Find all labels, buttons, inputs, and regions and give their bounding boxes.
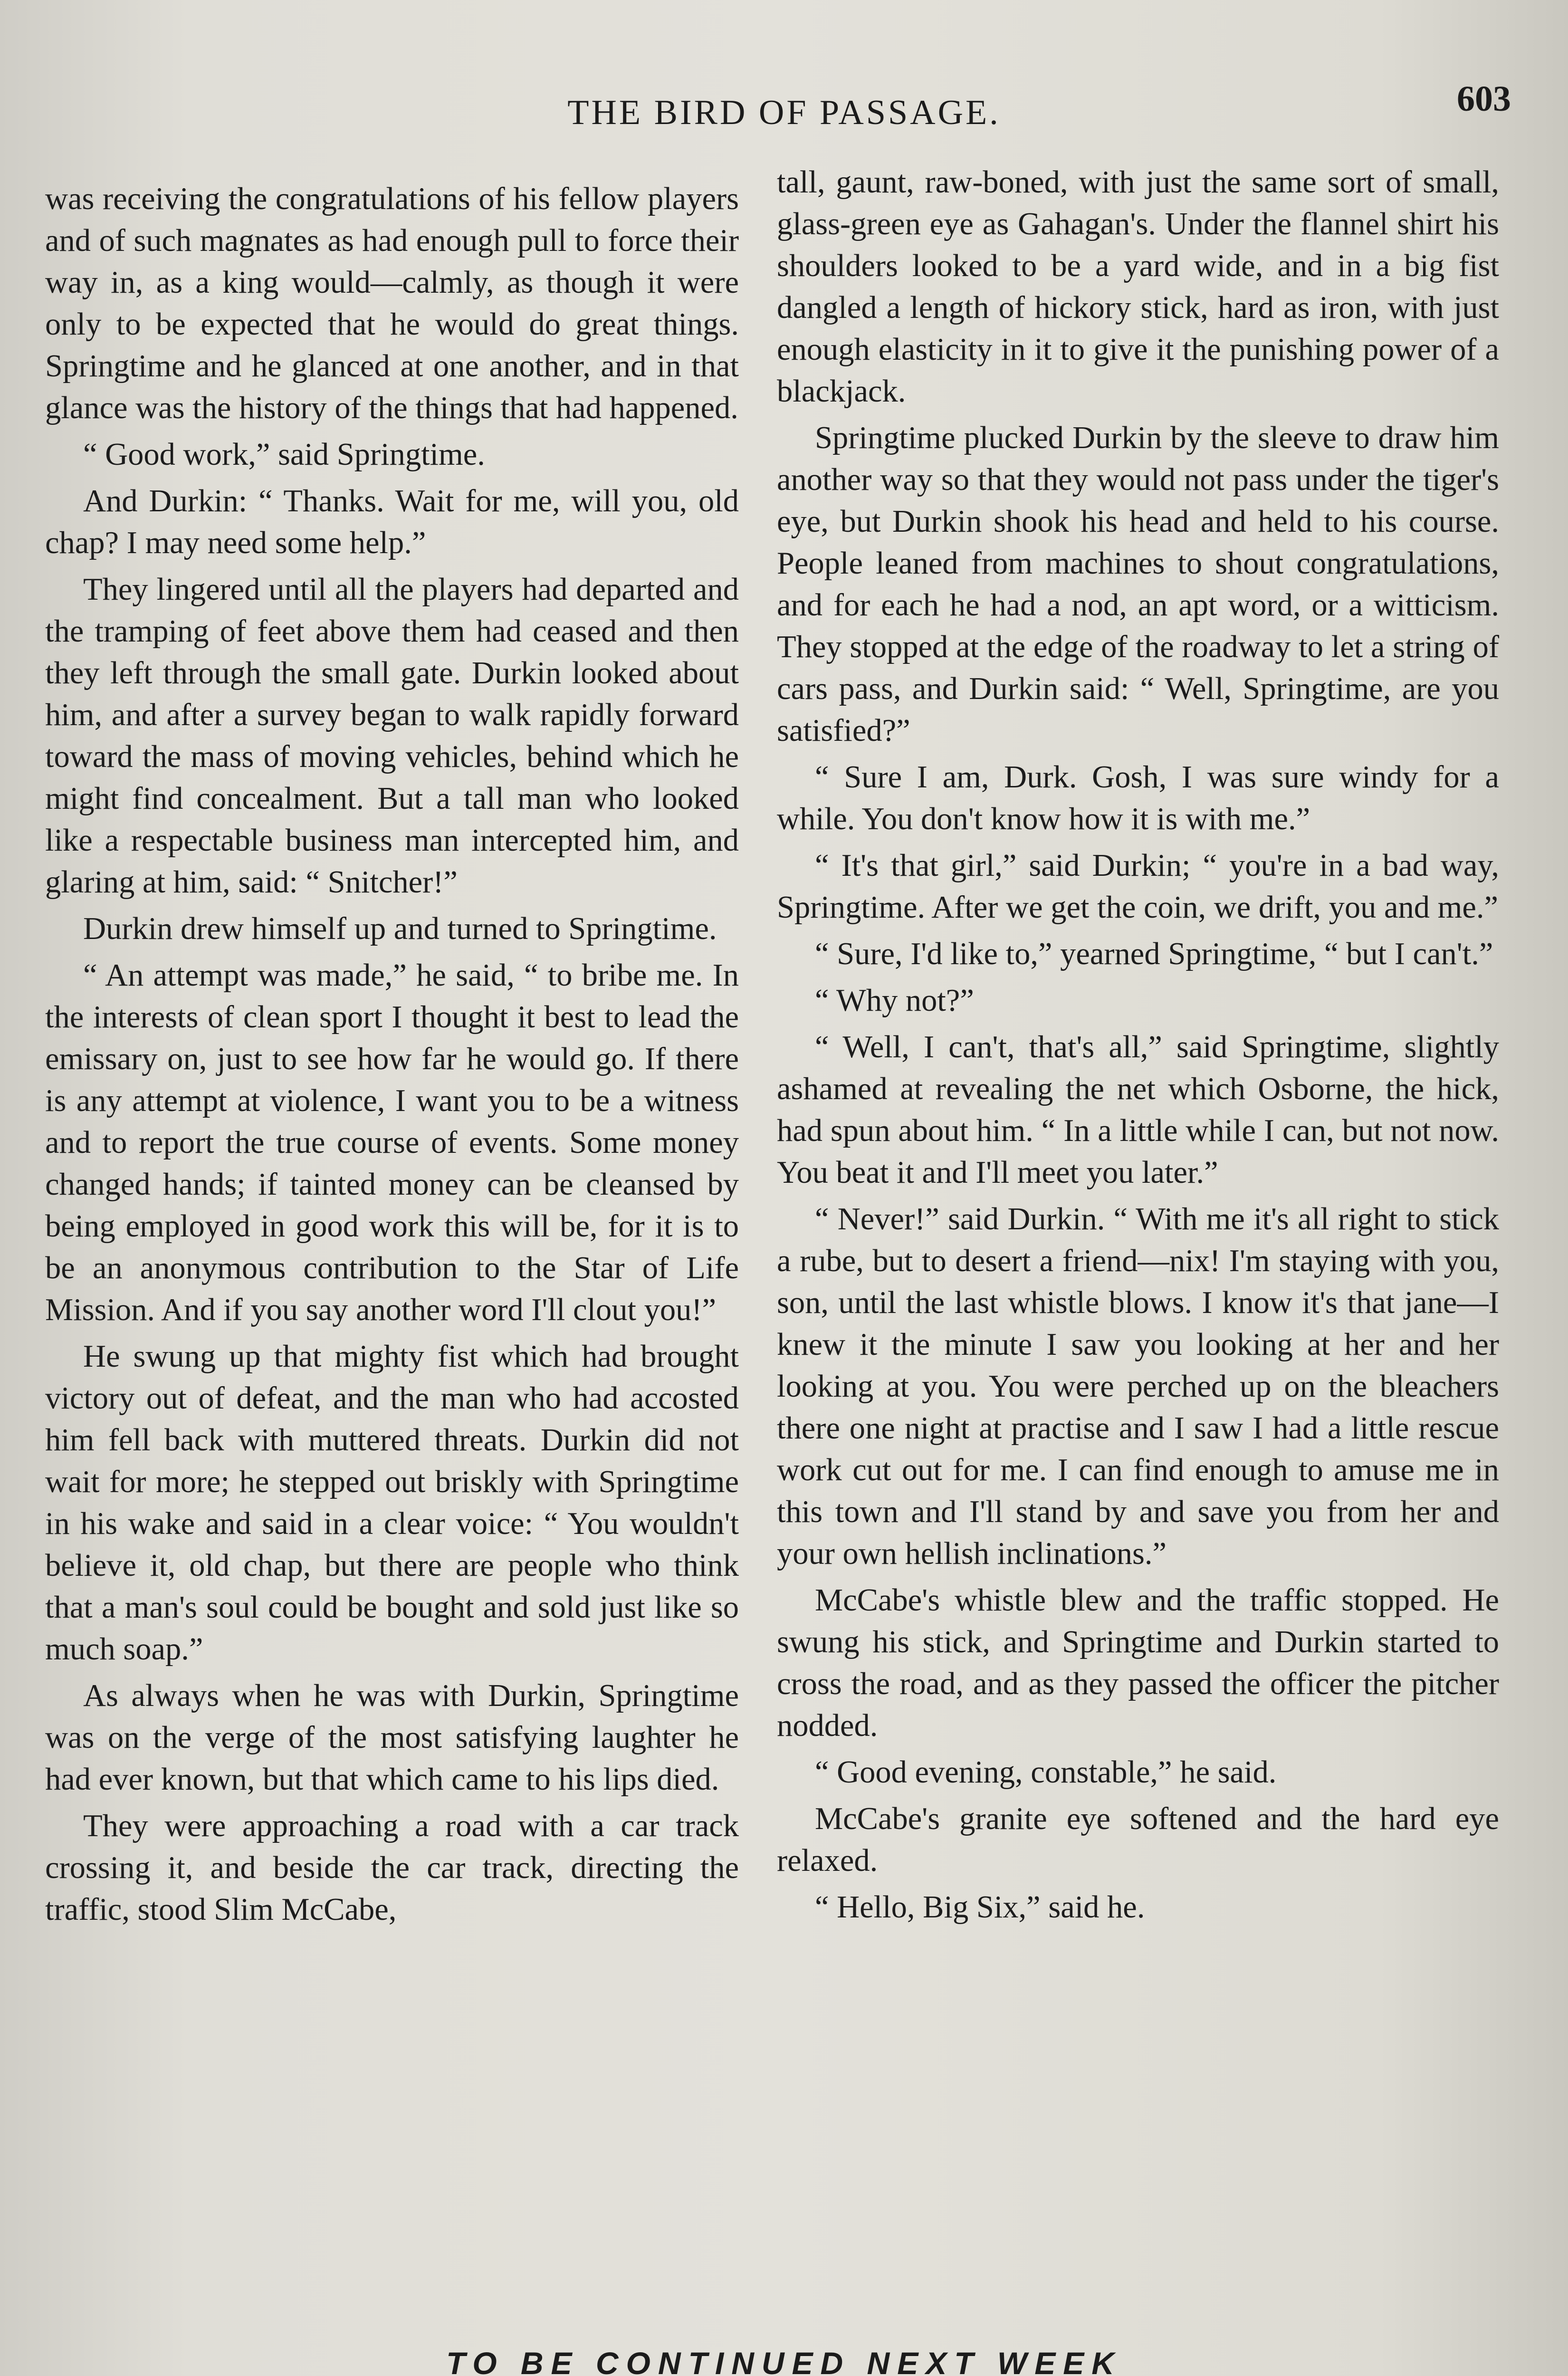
paragraph: McCabe's granite eye softened and the hard eye relaxed. — [777, 1801, 1499, 1878]
paragraph: McCabe's whistle blew and the traffic stopped. He swung his stick, and Springtime and Durkin started to cross the road, and as they passed the officer the pitcher nodded. — [777, 1583, 1499, 1743]
paragraph: “ Good work,” said Springtime. — [83, 437, 485, 472]
paragraph: They lingered until all the players had departed and the tramping of feet above them had ceased and then they left through the small gate. Durkin looked about him, and after a survey began to walk rapidly forward toward the mass of moving vehicles, behind which he might find concealment. But a tall man who looked like a respectable business man intercepted him, and glaring at him, said: “ Snitcher!” — [45, 572, 739, 900]
right-column — [777, 162, 1499, 2290]
left-column — [45, 178, 739, 2307]
paragraph: “ Sure, I'd like to,” yearned Springtime, “ but I can't.” — [815, 937, 1493, 971]
paragraph: “ It's that girl,” said Durkin; “ you're in a bad way, Springtime. After we get the coin, we drift, you and me.” — [777, 848, 1499, 925]
paragraph: “ Sure I am, Durk. Gosh, I was sure windy for a while. You don't know how it is with me.” — [777, 760, 1499, 836]
paragraph: Springtime plucked Durkin by the sleeve to draw him another way so that they would not pass under the tiger's eye, but Durkin shook his head and held to his course. People leaned from machines to shout congratulations, and for each he had a nod, an apt word, or a witticism. They stopped at the edge of the roadway to let a string of cars pass, and Durkin said: “ Well, Springtime, are you satisfied?” — [777, 421, 1499, 748]
paragraph: “ Good evening, constable,” he said. — [815, 1755, 1277, 1790]
running-head: THE BIRD OF PASSAGE. — [567, 93, 1001, 132]
paragraph: They were approaching a road with a car track crossing it, and beside the car track, directing the traffic, stood Slim McCabe, — [45, 1809, 739, 1927]
paragraph: “ Hello, Big Six,” said he. — [815, 1890, 1145, 1925]
paragraph: “ Never!” said Durkin. “ With me it's all right to stick a rube, but to desert a friend—nix! I'm staying with you, son, until the last whistle blows. I know it's that jane—I knew it the minute I saw you looking at her and her looking at you. You were perched up on the bleachers there one night at practise and I saw I had a little rescue work cut out for me. I can find enough to amuse me in this town and I'll stand by and save you from her and your own hellish inclinations.” — [777, 1202, 1499, 1571]
paragraph: As always when he was with Durkin, Springtime was on the verge of the most satisfying laughter he had ever known, but that which came to his lips died. — [45, 1678, 739, 1797]
paragraph: was receiving the congratulations of his fellow players and of such magnates as had enough pull to force their way in, as a king would—calmly, as though it were only to be expected that he would do great things. Springtime and he glanced at one another, and in that glance was the history of the things that had happened. — [45, 182, 739, 425]
page-number: 603 — [1457, 79, 1511, 119]
continued-banner: TO BE CONTINUED NEXT WEEK — [446, 2346, 1122, 2376]
paragraph: “ An attempt was made,” he said, “ to bribe me. In the interests of clean sport I thought it best to lead the emissary on, just to see how far he would go. If there is any attempt at violence, I want you to be a witness and to report the true course of events. Some money changed hands; if tainted money can be cleansed by being employed in good work this will be, for it is to be an anonymous contribution to the Star of Life Mission. And if you say another word I'll clout you!” — [45, 958, 739, 1327]
paragraph: tall, gaunt, raw-boned, with just the same sort of small, glass-green eye as Gahagan's. Under the flannel shirt his shoulders looked to be a yard wide, and in a big fist dangled a length of hickory stick, hard as iron, with just enough elasticity in it to give it the punishing power of a blackjack. — [777, 165, 1499, 409]
paragraph: Durkin drew himself up and turned to Springtime. — [83, 911, 717, 946]
paragraph: “ Why not?” — [815, 983, 974, 1018]
paragraph: And Durkin: “ Thanks. Wait for me, will you, old chap? I may need some help.” — [45, 484, 739, 560]
paragraph: “ Well, I can't, that's all,” said Springtime, slightly ashamed at revealing the net which Osborne, the hick, had spun about him. “ In a little while I can, but not now. You beat it and I'll meet you later.” — [777, 1030, 1499, 1190]
paragraph: He swung up that mighty fist which had brought victory out of defeat, and the man who had accosted him fell back with muttered threats. Durkin did not wait for more; he stepped out briskly with Springtime in his wake and said in a clear voice: “ You wouldn't believe it, old chap, but there are people who think that a man's soul could be bought and sold just like so much soap.” — [45, 1339, 739, 1667]
